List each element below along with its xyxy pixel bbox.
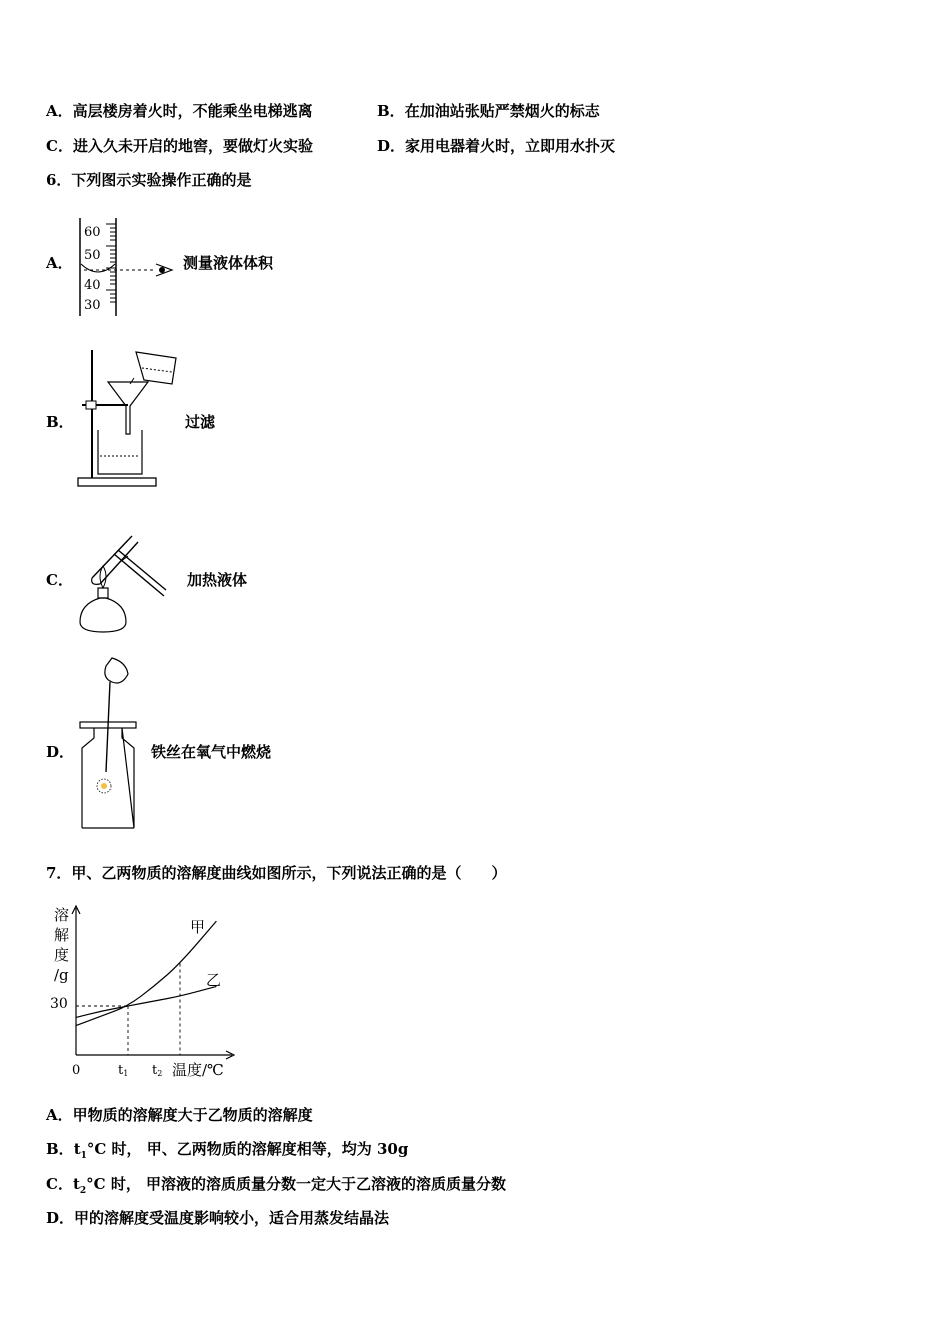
ylabel-3: 度 bbox=[54, 946, 70, 964]
q5-option-c bbox=[46, 136, 313, 156]
q6-option-b-text: 过滤 bbox=[185, 413, 216, 431]
iron-wire-combustion-figure bbox=[72, 652, 152, 830]
solubility-chart bbox=[46, 900, 246, 1082]
q6-option-c-label: C． bbox=[46, 571, 73, 589]
q7-option-d bbox=[46, 1208, 389, 1228]
q7-option-c-t: t bbox=[72, 1175, 80, 1193]
cylinder-tick-30: 30 bbox=[84, 298, 101, 313]
ylabel-1: 溶 bbox=[54, 906, 70, 924]
q7-option-c-sub: 2 bbox=[79, 1186, 87, 1196]
x-tick-t2: t2 bbox=[152, 1063, 163, 1078]
cylinder-tick-40: 40 bbox=[84, 278, 101, 293]
q6-option-d-text: 铁丝在氧气中燃烧 bbox=[151, 743, 272, 761]
q7-option-c-label: C． bbox=[46, 1175, 73, 1193]
x-tick-0: 0 bbox=[72, 1063, 81, 1078]
q5-option-d-text: 家用电器着火时，立即用水扑灭 bbox=[405, 137, 616, 155]
q7-option-b-sub: 1 bbox=[80, 1151, 87, 1161]
cylinder-tick-60: 60 bbox=[84, 225, 101, 240]
q5-option-d bbox=[377, 136, 615, 156]
q7-option-a-text: 甲物质的溶解度大于乙物质的溶解度 bbox=[72, 1106, 313, 1124]
q5-option-b-text: 在加油站张贴严禁烟火的标志 bbox=[404, 102, 600, 120]
q6-stem: 6．下列图示实验操作正确的是 bbox=[46, 171, 252, 189]
ylabel-2: 解 bbox=[54, 926, 70, 944]
cylinder-tick-50: 50 bbox=[84, 248, 101, 263]
q7-option-b-text: °C 时， 甲、乙两物质的溶解度相等，均为 30g bbox=[86, 1140, 409, 1158]
q6-option-b-label: B． bbox=[46, 413, 74, 431]
x-axis-label: 温度/℃ bbox=[172, 1061, 224, 1079]
q7-option-a-label: A． bbox=[46, 1106, 73, 1124]
q7-option-c bbox=[46, 1174, 506, 1201]
q7-option-a bbox=[46, 1105, 313, 1125]
series-label-jia: 甲 bbox=[190, 918, 206, 936]
q5-option-c-text: 进入久未开启的地窖，要做灯火实验 bbox=[72, 137, 313, 155]
filtration-figure bbox=[72, 338, 192, 490]
q5-option-b bbox=[377, 101, 600, 121]
hand-icon bbox=[105, 658, 128, 683]
q6-option-a-label: A． bbox=[46, 254, 73, 272]
q5-option-a-text: 高层楼房着火时，不能乘坐电梯逃离 bbox=[72, 102, 313, 120]
q6-option-c-text: 加热液体 bbox=[187, 571, 248, 589]
q5-option-a bbox=[46, 101, 313, 121]
q7-option-b-t: t bbox=[73, 1140, 81, 1158]
series-line-1 bbox=[76, 986, 216, 1017]
q7-option-c-text: °C 时， 甲溶液的溶质质量分数一定大于乙溶液的溶质质量分数 bbox=[86, 1175, 507, 1193]
series-line-0 bbox=[76, 921, 216, 1026]
q5-option-a-label: A． bbox=[46, 102, 73, 120]
graduated-cylinder-figure bbox=[72, 212, 182, 322]
q7-stem: 7．甲、乙两物质的溶解度曲线如图所示，下列说法正确的是（ ） bbox=[46, 864, 507, 882]
q5-option-d-label: D． bbox=[377, 137, 406, 155]
q7-option-b-label: B． bbox=[46, 1140, 74, 1158]
series-label-yi: 乙 bbox=[206, 971, 222, 989]
q7-option-d-text: 甲的溶解度受温度影响较小，适合用蒸发结晶法 bbox=[74, 1209, 390, 1227]
x-tick-t1: t1 bbox=[118, 1063, 129, 1078]
y-tick-30: 30 bbox=[50, 996, 68, 1012]
q6-option-a-text: 测量液体体积 bbox=[183, 254, 274, 272]
q7-option-d-label: D． bbox=[46, 1209, 75, 1227]
heating-liquid-figure bbox=[72, 526, 187, 636]
ylabel-4: /g bbox=[54, 966, 69, 984]
q5-option-b-label: B． bbox=[377, 102, 405, 120]
q6-option-d-label: D． bbox=[46, 743, 75, 761]
q7-option-b bbox=[46, 1139, 408, 1166]
q5-option-c-label: C． bbox=[46, 137, 73, 155]
